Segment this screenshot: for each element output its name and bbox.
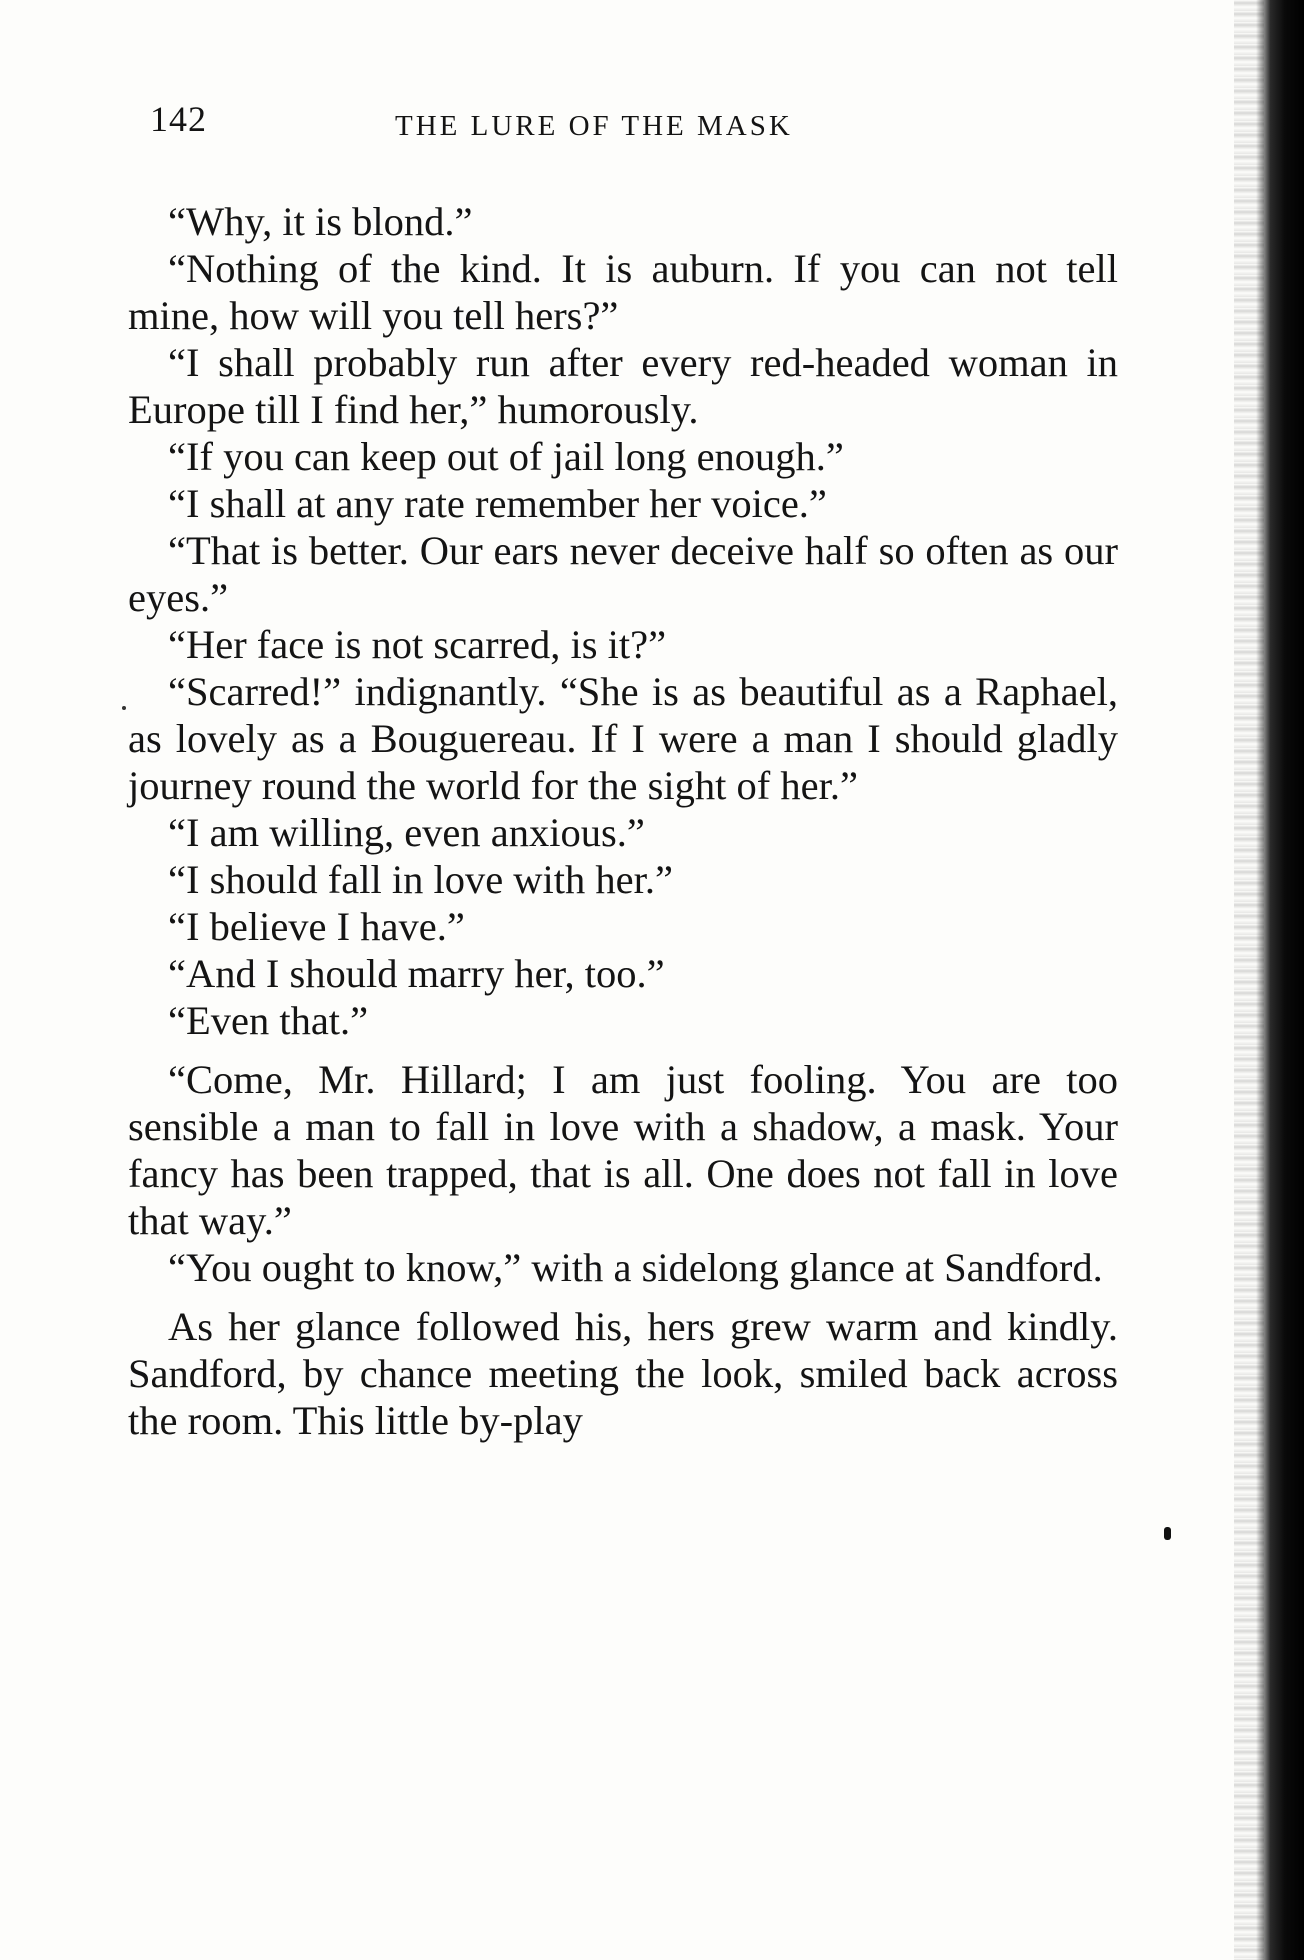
paragraph: “I am willing, even anxious.” — [168, 810, 645, 855]
paragraph: As her glance followed his, hers grew warm and kindly. Sandford, by chance meeting the look, smiled back across the room. This little by-play — [128, 1304, 1118, 1443]
paragraph: “I shall probably run after every red-headed woman in Europe till I find her,” humorously. — [128, 340, 1118, 432]
page-number: 142 — [150, 99, 207, 139]
page-header — [140, 98, 1100, 158]
paragraph: “Why, it is blond.” — [168, 199, 473, 244]
paragraph: “I believe I have.” — [168, 904, 465, 949]
ink-mark — [1164, 1527, 1171, 1540]
ink-speck — [122, 706, 126, 710]
paragraph: “Nothing of the kind. It is auburn. If you can not tell mine, how will you tell hers?” — [128, 246, 1118, 338]
paragraph: “If you can keep out of jail long enough.” — [168, 434, 844, 479]
paragraph: “And I should marry her, too.” — [168, 951, 665, 996]
paragraph: “I should fall in love with her.” — [168, 857, 674, 902]
paragraph: “Even that.” — [168, 998, 369, 1043]
paragraph: “Scarred!” indignantly. “She is as beautiful as a Raphael, as lovely as a Bouguereau. If I were a man I should gladly journey round the world for the sight of her.” — [128, 669, 1118, 808]
paragraph: “That is better. Our ears never deceive half so often as our eyes.” — [128, 528, 1118, 620]
paragraph: “I shall at any rate remember her voice.” — [168, 481, 827, 526]
paragraph: “Her face is not scarred, is it?” — [168, 622, 667, 667]
scan-shadow-edge — [1256, 0, 1304, 1960]
paragraph: “Come, Mr. Hillard; I am just fooling. You are too sensible a man to fall in love with a shadow, a mask. Your fancy has been trapped, that is all. One does not fall in love that way.” — [128, 1057, 1118, 1243]
body-text — [128, 198, 1118, 1444]
paragraph: “You ought to know,” with a sidelong glance at Sandford. — [168, 1245, 1103, 1290]
running-title: THE LURE OF THE MASK — [395, 110, 793, 142]
